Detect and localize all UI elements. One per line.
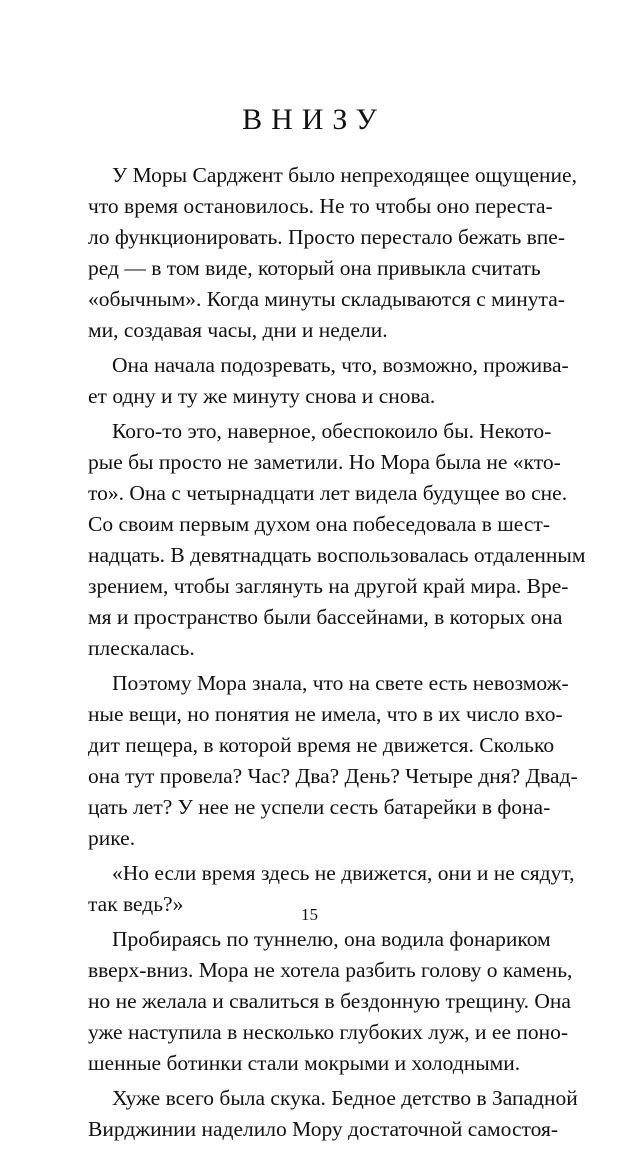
chapter-title: ВНИЗУ xyxy=(242,103,386,136)
text-line: плескалась. xyxy=(88,636,195,660)
text-line: У Моры Сарджент было непреходящее ощущение, xyxy=(112,163,577,187)
text-line: дит пещера, в которой время не движется. Сколько xyxy=(88,733,555,757)
page-number: 15 xyxy=(301,905,318,924)
text-line: ми, создавая часы, дни и недели. xyxy=(88,318,388,342)
text-line: мя и пространство были бассейнами, в которых она xyxy=(88,605,563,629)
text-line: цать лет? У нее не успели сесть батарейки в фона- xyxy=(88,795,551,819)
paragraph xyxy=(88,416,586,664)
text-line: «обычным». Когда минуты складываются с минута- xyxy=(88,287,565,311)
paragraph xyxy=(88,1083,578,1145)
text-line: Хуже всего была скука. Бедное детство в Западной xyxy=(112,1086,578,1110)
text-line: Пробираясь по туннелю, она водила фонариком xyxy=(112,927,551,951)
text-line: вверх-вниз. Мора не хотела разбить голову о камень, xyxy=(88,958,573,982)
paragraph xyxy=(88,160,577,346)
text-line: ные вещи, но понятия не имела, что в их число вхо- xyxy=(88,702,563,726)
text-line: ло функционировать. Просто перестало бежать впе- xyxy=(88,225,566,249)
text-line: зрением, чтобы заглянуть на другой край мира. Вре- xyxy=(88,574,569,598)
text-line: Со своим первым духом она побеседовала в шест- xyxy=(88,512,550,536)
text-line: шенные ботинки стали мокрыми и холодными. xyxy=(88,1051,521,1075)
paragraph xyxy=(88,924,573,1079)
text-line: то». Она с четырнадцати лет видела будущее во сне. xyxy=(88,481,568,505)
text-line: она тут провела? Час? Два? День? Четыре дня? Двад- xyxy=(88,764,578,788)
text-line: ет одну и ту же минуту снова и снова. xyxy=(88,384,436,408)
text-line: Поэтому Мора знала, что на свете есть невозмож- xyxy=(112,671,569,695)
text-line: но не желала и свалиться в бездонную трещину. Она xyxy=(88,989,571,1013)
paragraph xyxy=(88,350,569,412)
text-line: Она начала подозревать, что, возможно, прожива- xyxy=(112,353,569,377)
paragraph xyxy=(88,668,578,854)
text-line: так ведь?» xyxy=(88,892,184,916)
text-line: надцать. В девятнадцать воспользовалась отдаленным xyxy=(88,543,586,567)
body-text xyxy=(88,160,586,1149)
text-line: уже наступила в несколько глубоких луж, и ее поно- xyxy=(88,1020,569,1044)
text-line: Вирджинии наделило Мору достаточной самостоя- xyxy=(88,1117,558,1141)
text-line: ред — в том виде, который она привыкла считать xyxy=(88,256,541,280)
text-line: «Но если время здесь не движется, они и не сядут, xyxy=(112,861,575,885)
text-line: рике. xyxy=(88,826,136,850)
text-line: Кого-то это, наверное, обеспокоило бы. Некото- xyxy=(112,419,552,443)
text-line: рые бы просто не заметили. Но Мора была не «кто- xyxy=(88,450,561,474)
text-line: что время остановилось. Не то чтобы оно переста- xyxy=(88,194,553,218)
